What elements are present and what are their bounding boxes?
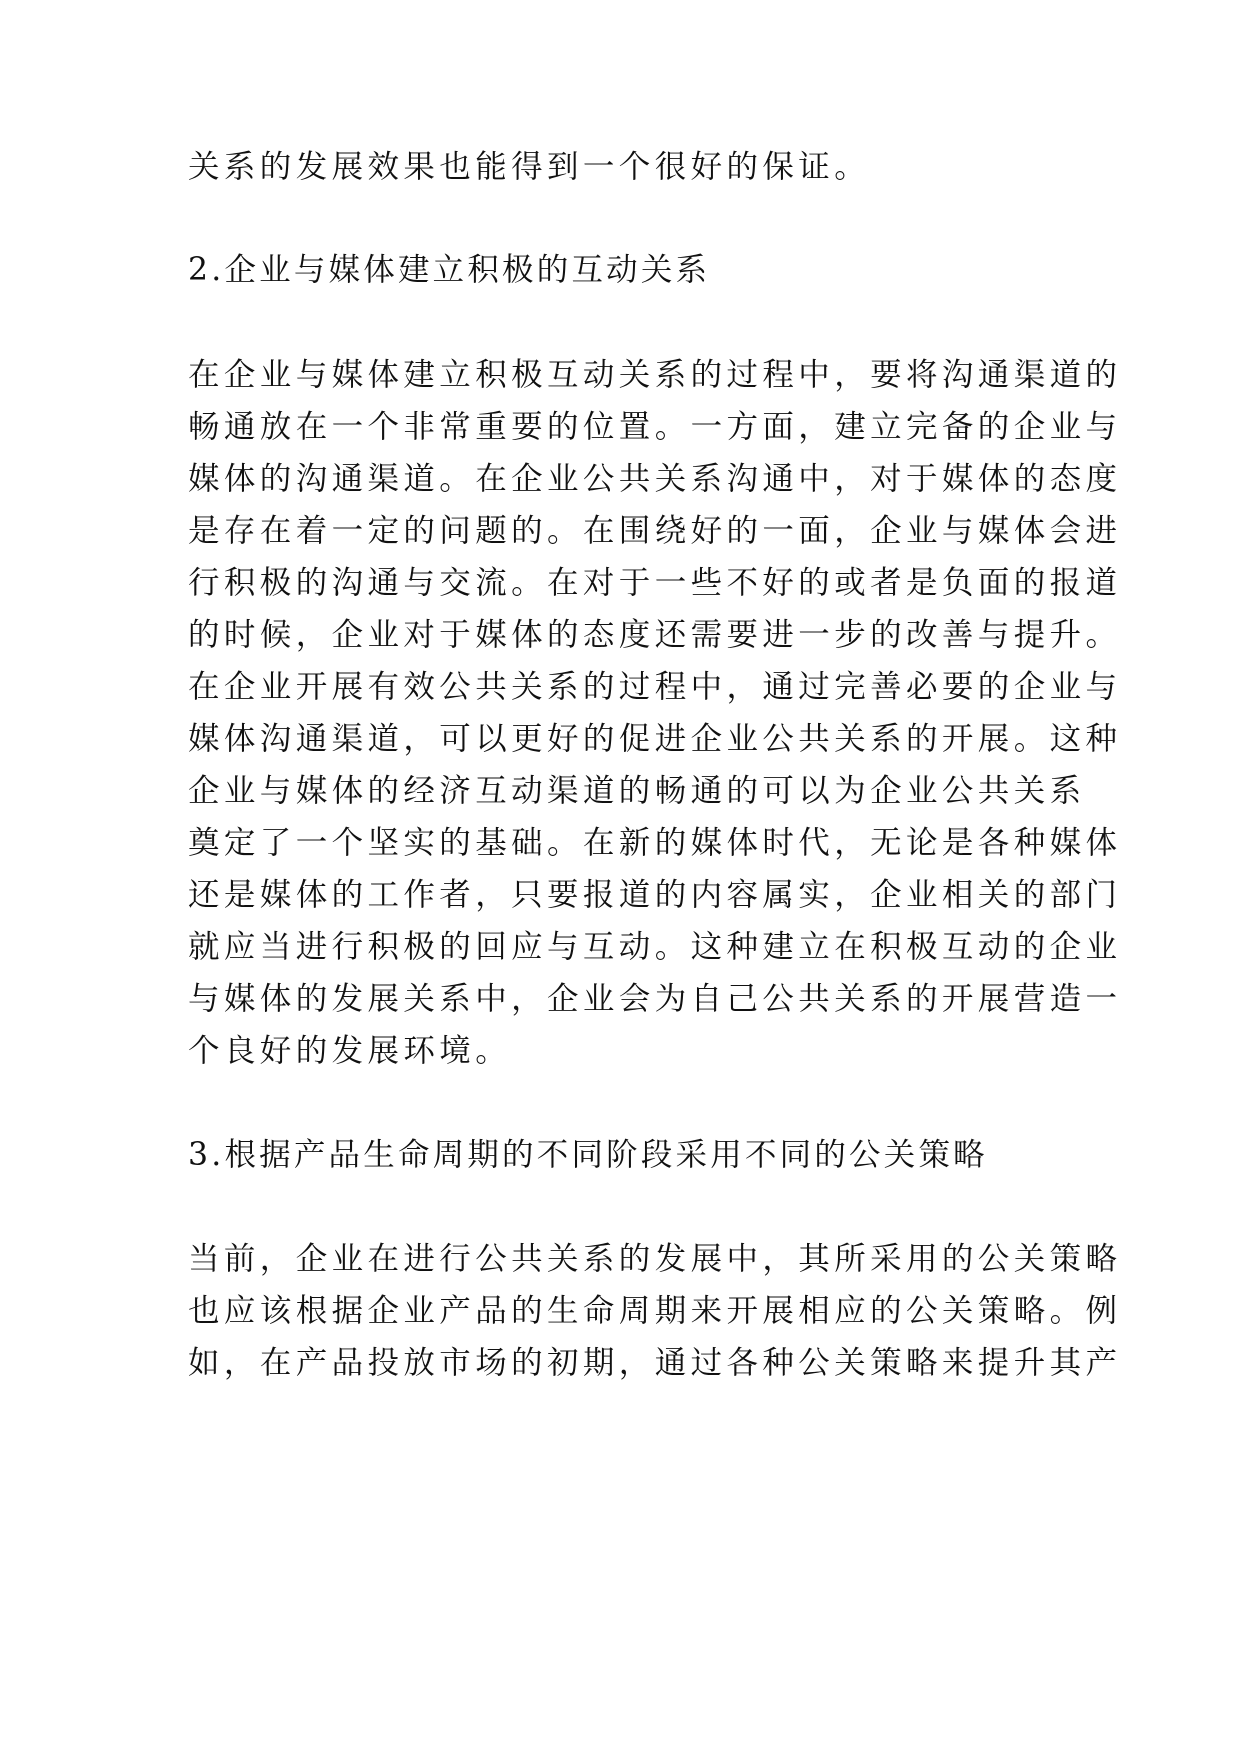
paragraph-line: 奠定了一个坚实的基础。在新的媒体时代，无论是各种媒体 — [188, 825, 1122, 861]
paragraph-line: 就应当进行积极的回应与互动。这种建立在积极互动的企业 — [188, 929, 1122, 965]
paragraph-line: 在企业与媒体建立积极互动关系的过程中，要将沟通渠道的 — [188, 357, 1122, 393]
paragraph-line: 当前，企业在进行公共关系的发展中，其所采用的公关策略 — [188, 1241, 1122, 1277]
paragraph-line: 畅通放在一个非常重要的位置。一方面，建立完备的企业与 — [188, 409, 1122, 445]
paragraph-line: 媒体沟通渠道，可以更好的促进企业公共关系的开展。这种 — [188, 721, 1122, 757]
section-3-heading: 3.根据产品生命周期的不同阶段采用不同的公关策略 — [188, 1137, 988, 1173]
continuation-line-1: 关系的发展效果也能得到一个很好的保证。 — [188, 149, 871, 185]
paragraph-line: 在企业开展有效公共关系的过程中，通过完善必要的企业与 — [188, 669, 1122, 705]
paragraph-line: 行积极的沟通与交流。在对于一些不好的或者是负面的报道 — [188, 565, 1122, 601]
paragraph-line: 的时候，企业对于媒体的态度还需要进一步的改善与提升。 — [188, 617, 1122, 653]
paragraph-line: 个良好的发展环境。 — [188, 1033, 512, 1069]
paragraph-line: 也应该根据企业产品的生命周期来开展相应的公关策略。例 — [188, 1293, 1122, 1329]
paragraph-line: 与媒体的发展关系中，企业会为自己公共关系的开展营造一 — [188, 981, 1122, 1017]
paragraph-line: 还是媒体的工作者，只要报道的内容属实，企业相关的部门 — [188, 877, 1122, 913]
paragraph-line: 媒体的沟通渠道。在企业公共关系沟通中，对于媒体的态度 — [188, 461, 1122, 497]
paragraph-line: 是存在着一定的问题的。在围绕好的一面，企业与媒体会进 — [188, 513, 1122, 549]
paragraph-line: 企业与媒体的经济互动渠道的畅通的可以为企业公共关系 — [188, 773, 1086, 809]
section-2-heading: 2.企业与媒体建立积极的互动关系 — [188, 252, 711, 288]
paragraph-line: 如，在产品投放市场的初期，通过各种公关策略来提升其产 — [188, 1345, 1122, 1381]
